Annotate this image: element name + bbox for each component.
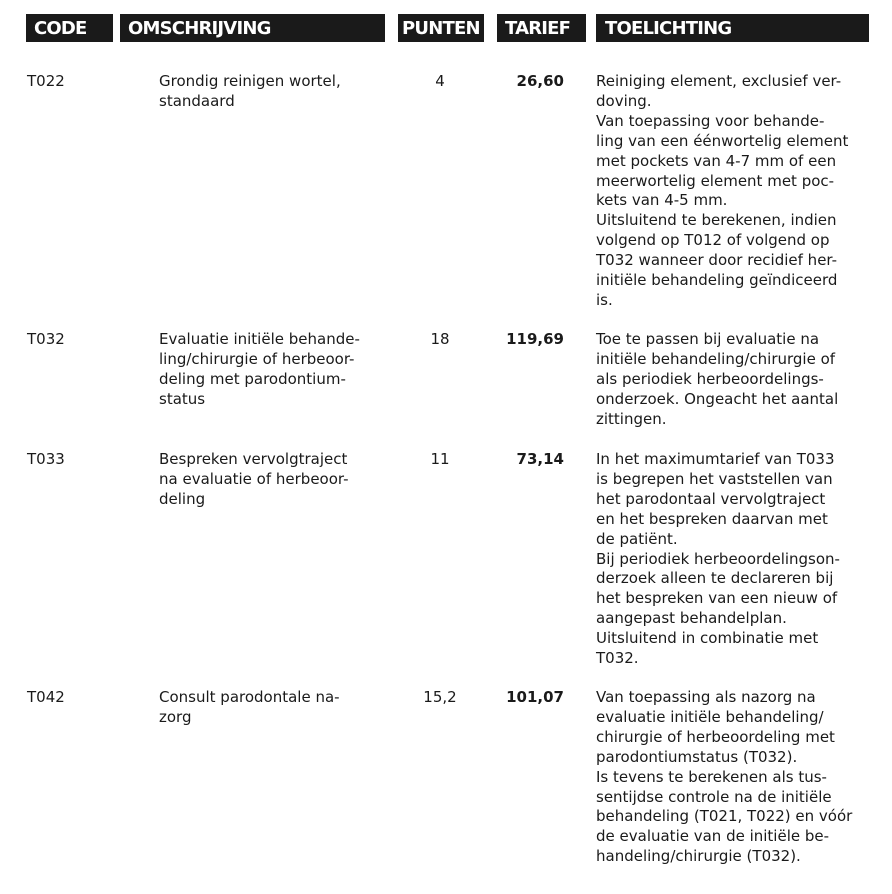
- punten-cell: 4: [435, 72, 445, 90]
- code-cell: T022: [27, 72, 65, 90]
- header-omschrijving: OMSCHRIJVING: [120, 14, 385, 42]
- omschrijving-cell: Bespreken vervolgtraject na evaluatie of herbeoor- deling: [159, 450, 349, 508]
- toelichting-cell: Van toepassing als nazorg na evaluatie initiële behandeling/ chirurgie of herbeoordeling met parodontiumstatus (T032). Is tevens te berekenen als tus- sentijdse controle na de initiële behandeling (T021, T022) en vóór de evaluatie van de initiële be- handeling/chirurgie (T032).: [596, 688, 853, 866]
- header-toelichting: TOELICHTING: [596, 14, 869, 42]
- header-punten: PUNTEN: [398, 14, 484, 42]
- header-tarief: TARIEF: [497, 14, 586, 42]
- toelichting-cell: Toe te passen bij evaluatie na initiële behandeling/chirurgie of als periodiek herbeoordelings- onderzoek. Ongeacht het aantal zittingen.: [596, 330, 839, 428]
- punten-cell: 18: [430, 330, 450, 348]
- header-code: CODE: [26, 14, 113, 42]
- omschrijving-cell: Consult parodontale na- zorg: [159, 688, 340, 726]
- toelichting-cell: Reiniging element, exclusief ver- doving. Van toepassing voor behande- ling van een éénwortelig element met pockets van 4-7 mm of een meerwortelig element met poc- kets van 4-5 mm. Uitsluitend te berekenen, indien volgend op T012 of volgend op T032 wanneer door recidief her- initiële behandeling geïndiceerd is.: [596, 72, 849, 309]
- tarief-cell: 26,60: [516, 72, 564, 90]
- code-cell: T042: [27, 688, 65, 706]
- tarief-cell: 73,14: [516, 450, 564, 468]
- punten-cell: 15,2: [423, 688, 457, 706]
- code-cell: T033: [27, 450, 65, 468]
- tarief-cell: 119,69: [506, 330, 564, 348]
- code-cell: T032: [27, 330, 65, 348]
- omschrijving-cell: Evaluatie initiële behande- ling/chirurgie of herbeoor- deling met parodontium- status: [159, 330, 360, 408]
- tarief-cell: 101,07: [506, 688, 564, 706]
- omschrijving-cell: Grondig reinigen wortel, standaard: [159, 72, 341, 110]
- punten-cell: 11: [430, 450, 450, 468]
- toelichting-cell: In het maximumtarief van T033 is begrepen het vaststellen van het parodontaal vervolgtraject en het bespreken daarvan met de patiënt. Bij periodiek herbeoordelingson- derzoek alleen te declareren bij het bespreken van een nieuw of aangepast behandelplan. Uitsluitend in combinatie met T032.: [596, 450, 840, 668]
